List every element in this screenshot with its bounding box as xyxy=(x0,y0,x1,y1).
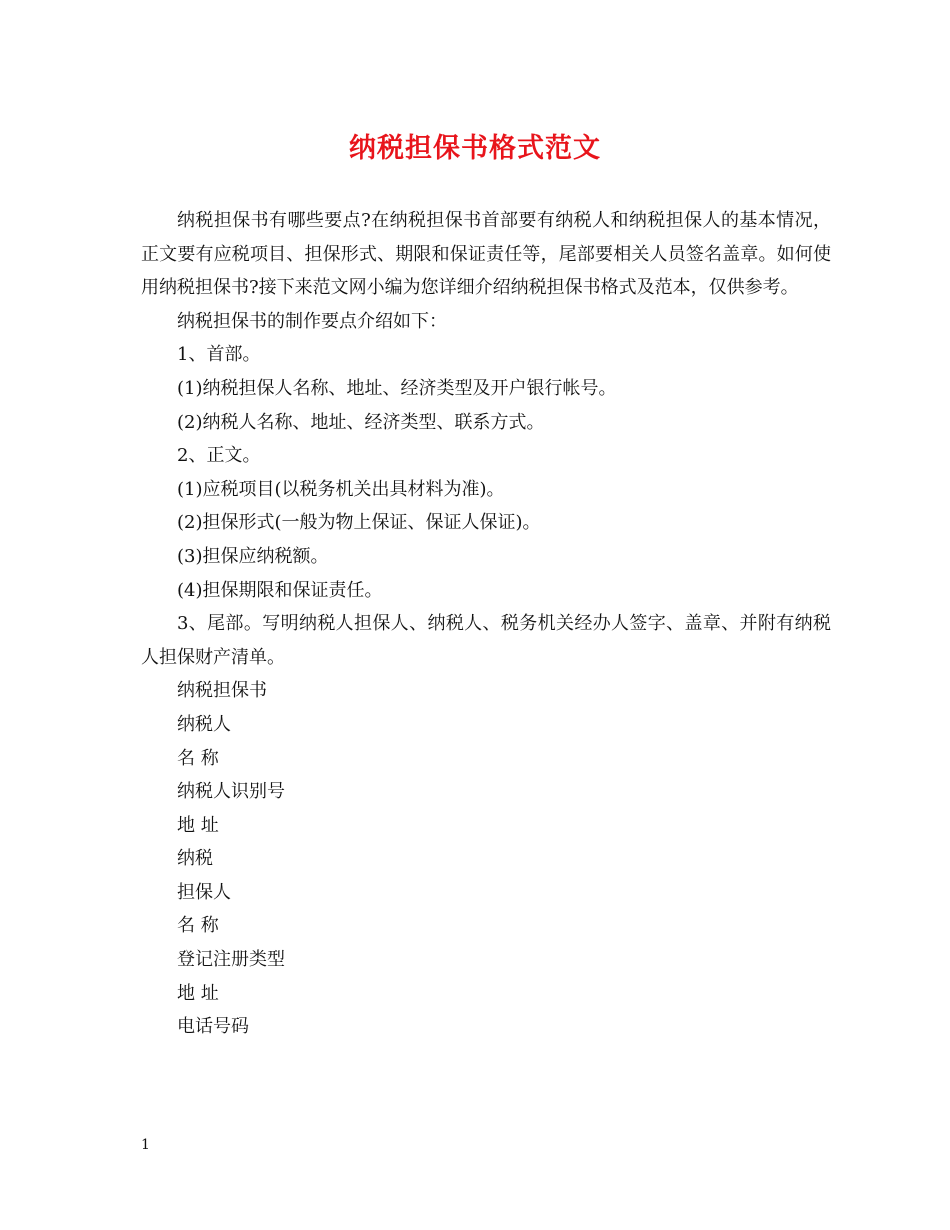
intro-paragraph: 纳税担保书有哪些要点?在纳税担保书首部要有纳税人和纳税担保人的基本情况，正文要有应税项目、担保形式、期限和保证责任等，尾部要相关人员签名盖章。如何使用纳税担保书?接下来范文网小编为您详细介绍纳税担保书格式及范本，仅供参考。 xyxy=(141,210,831,299)
body-item-2: (2)担保形式(一般为物上保证、保证人保证)。 xyxy=(177,512,541,534)
body-item-4: (4)担保期限和保证责任。 xyxy=(177,579,383,601)
body-item-3: (3)担保应纳税额。 xyxy=(177,545,329,567)
body-item-1: (1)应税项目(以税务机关出具材料为准)。 xyxy=(177,478,505,500)
form-field-guarantor: 担保人 xyxy=(177,881,231,903)
document-body xyxy=(141,204,831,1044)
form-field-taxpayer: 纳税人 xyxy=(177,713,231,735)
head-item-1: (1)纳税担保人名称、地址、经济类型及开户银行帐号。 xyxy=(177,377,617,399)
head-section-heading: 1、首部。 xyxy=(177,344,261,366)
tail-section-paragraph: 3、尾部。写明纳税人担保人、纳税人、税务机关经办人签字、盖章、并附有纳税人担保财产清单。 xyxy=(141,613,831,668)
page-number: 1 xyxy=(141,1137,150,1153)
form-field-registration-type: 登记注册类型 xyxy=(177,949,285,971)
form-field-address: 地 址 xyxy=(177,814,219,836)
form-field-phone: 电话号码 xyxy=(177,1016,249,1038)
body-section-heading: 2、正文。 xyxy=(177,445,261,467)
form-field-tax: 纳税 xyxy=(177,848,213,870)
section-intro: 纳税担保书的制作要点介绍如下： xyxy=(177,310,447,332)
form-field-guarantor-name: 名 称 xyxy=(177,915,219,937)
form-field-taxpayer-id: 纳税人识别号 xyxy=(177,781,285,803)
head-item-2: (2)纳税人名称、地址、经济类型、联系方式。 xyxy=(177,411,545,433)
form-field-name: 名 称 xyxy=(177,747,219,769)
document-title: 纳税担保书格式范文 xyxy=(349,133,601,164)
form-field-guarantor-address: 地 址 xyxy=(177,982,219,1004)
form-title: 纳税担保书 xyxy=(177,680,267,702)
